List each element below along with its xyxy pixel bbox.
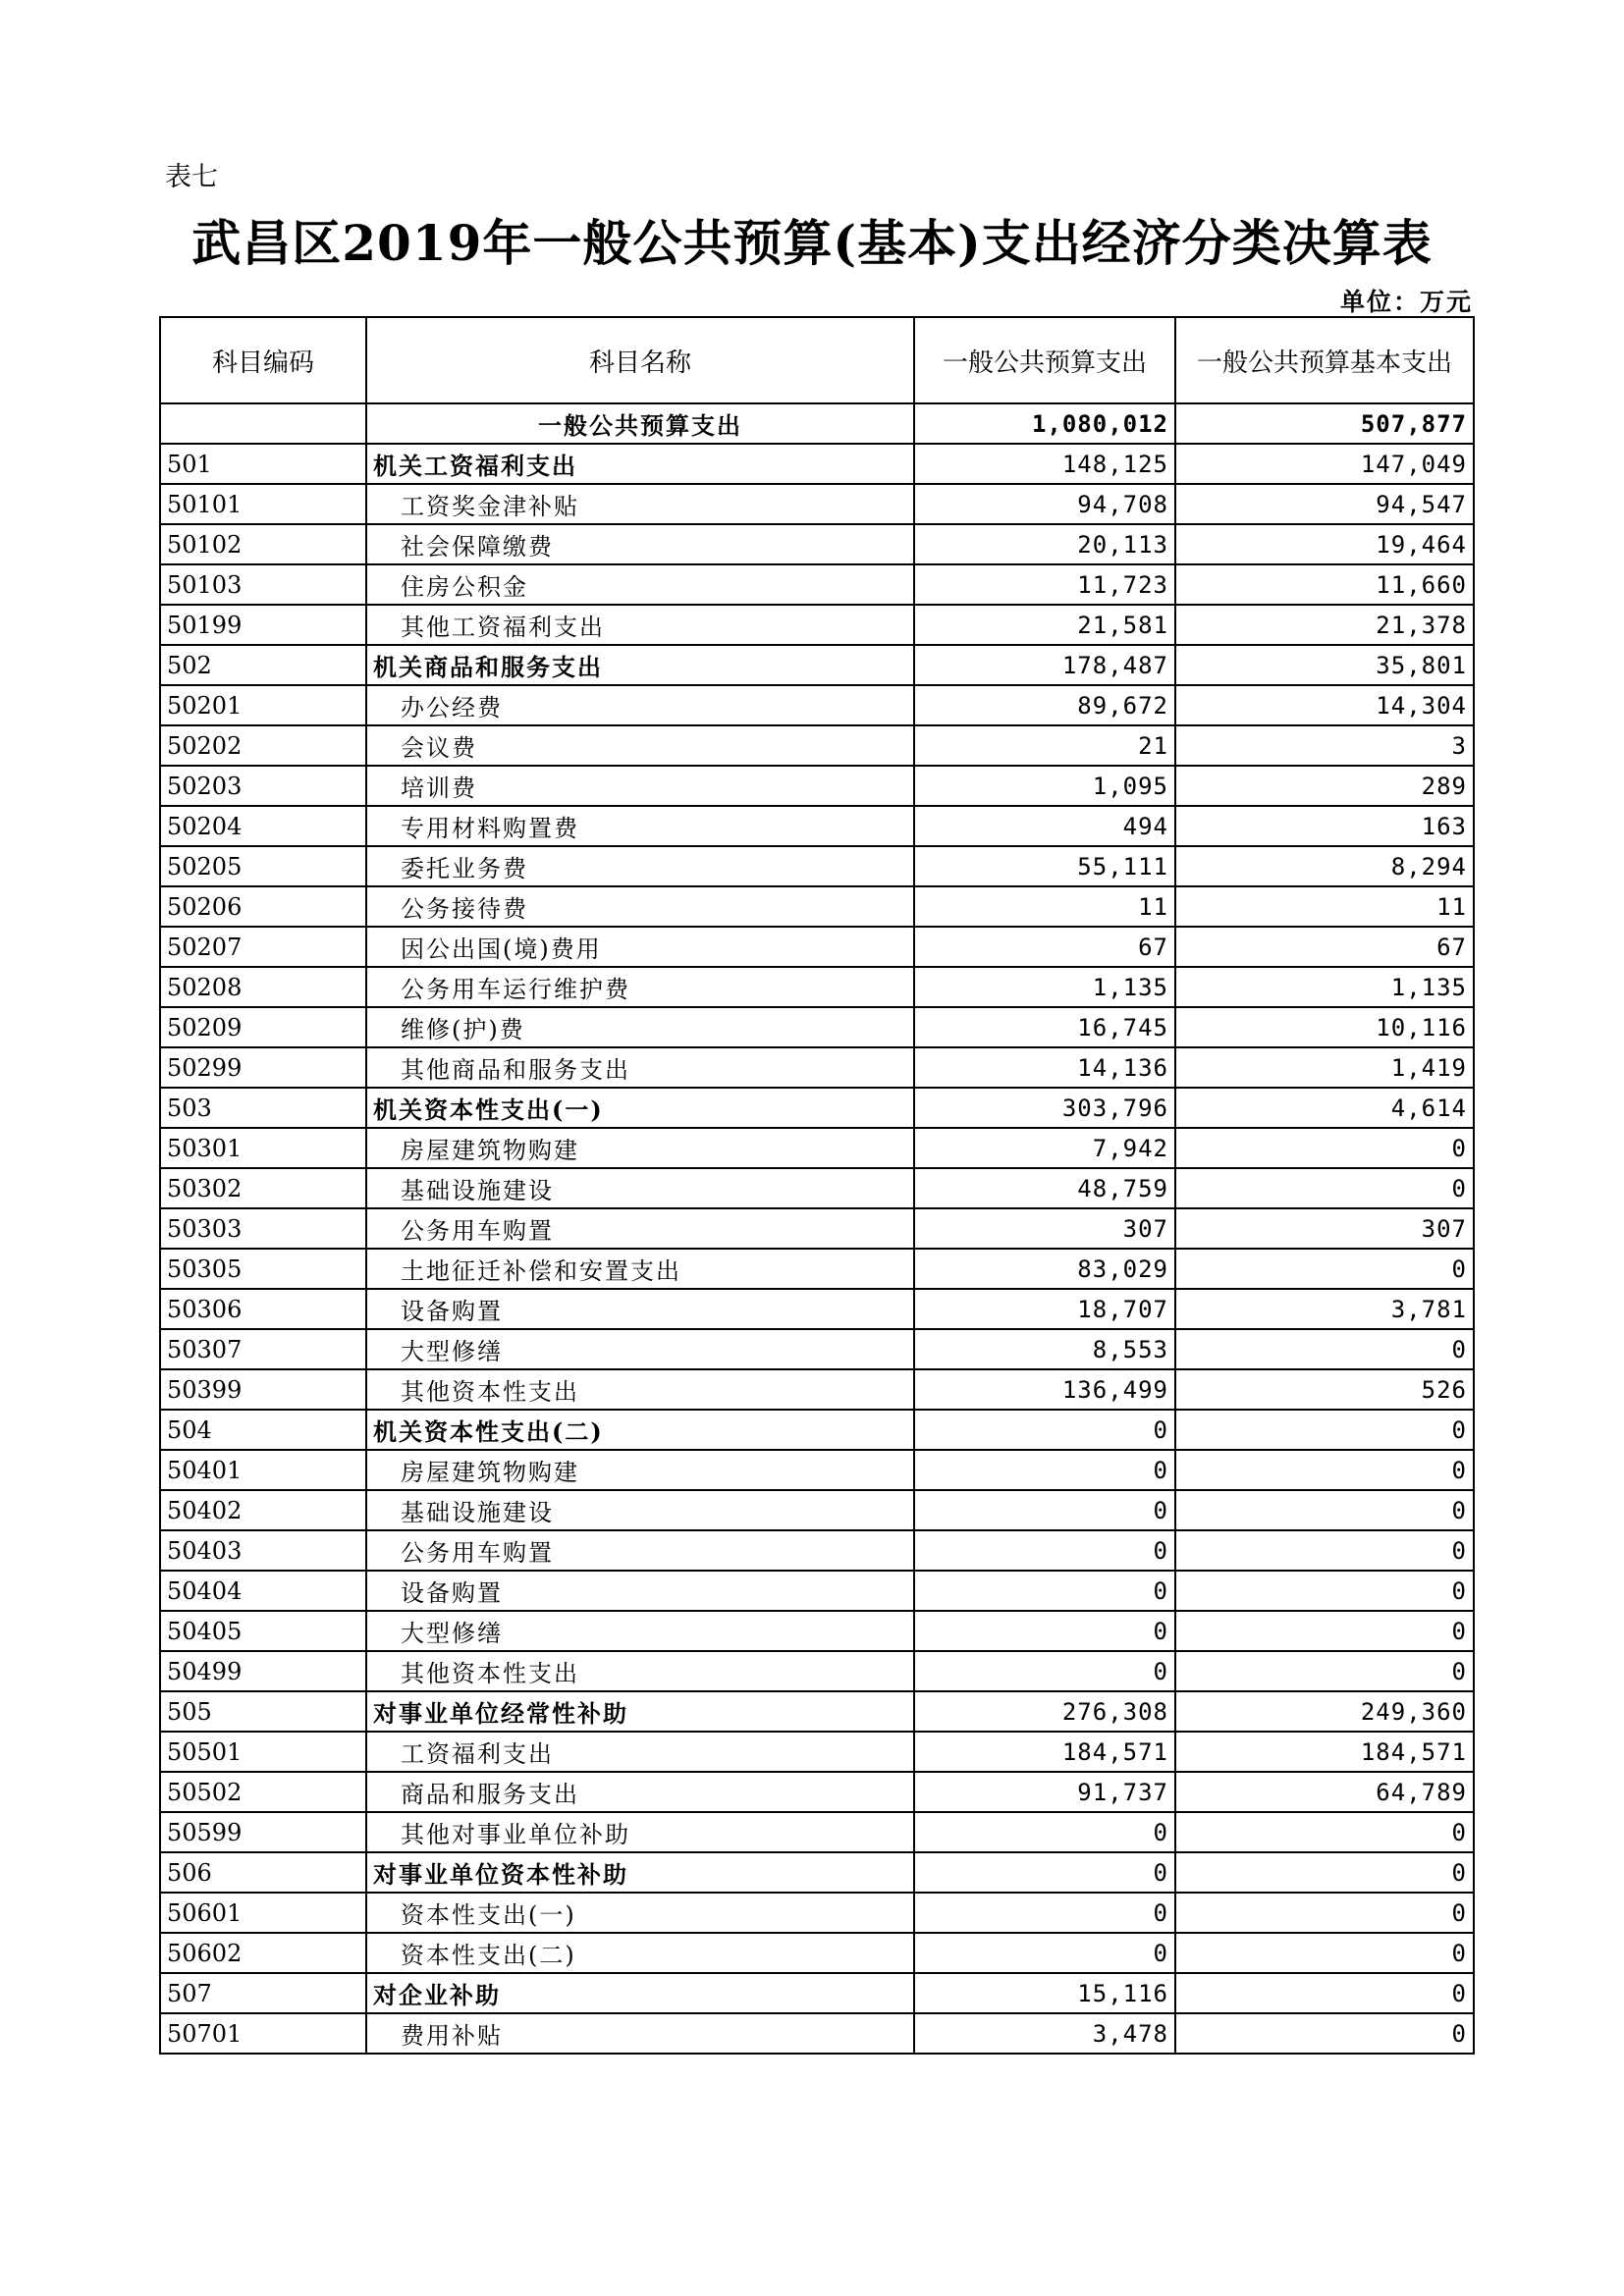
cell-name: 其他对事业单位补助 xyxy=(366,1812,914,1852)
cell-name: 会议费 xyxy=(366,725,914,766)
table-row xyxy=(160,1007,1474,1047)
table-row xyxy=(160,846,1474,886)
cell-total: 0 xyxy=(914,1450,1175,1490)
category-row xyxy=(160,1691,1474,1732)
table-row xyxy=(160,1933,1474,1973)
page-title: 武昌区2019年一般公共预算(基本)支出经济分类决算表 xyxy=(191,214,1433,272)
table-row xyxy=(160,1329,1474,1369)
cell-basic: 184,571 xyxy=(1175,1732,1474,1772)
cell-code: 50602 xyxy=(160,1933,366,1973)
cell-basic: 1,419 xyxy=(1175,1047,1474,1088)
cell-name: 设备购置 xyxy=(366,1571,914,1611)
cell-code: 50303 xyxy=(160,1208,366,1249)
table-row xyxy=(160,1732,1474,1772)
cell-name: 房屋建筑物购建 xyxy=(366,1450,914,1490)
cell-code: 50299 xyxy=(160,1047,366,1088)
cell-code: 50208 xyxy=(160,967,366,1007)
cell-code: 507 xyxy=(160,1973,366,2013)
cell-total: 494 xyxy=(914,806,1175,846)
cell-basic: 10,116 xyxy=(1175,1007,1474,1047)
cell-total: 0 xyxy=(914,1852,1175,1893)
cell-total: 0 xyxy=(914,1611,1175,1651)
cell-basic: 64,789 xyxy=(1175,1772,1474,1812)
cell-name: 其他资本性支出 xyxy=(366,1369,914,1410)
cell-basic: 8,294 xyxy=(1175,846,1474,886)
cell-name: 公务用车购置 xyxy=(366,1208,914,1249)
table-row xyxy=(160,725,1474,766)
cell-basic: 35,801 xyxy=(1175,645,1474,685)
cell-basic: 67 xyxy=(1175,927,1474,967)
cell-total: 15,116 xyxy=(914,1973,1175,2013)
cell-code: 50502 xyxy=(160,1772,366,1812)
cell-name: 其他商品和服务支出 xyxy=(366,1047,914,1088)
cell-basic: 0 xyxy=(1175,1329,1474,1369)
cell-basic: 0 xyxy=(1175,1893,1474,1933)
cell-total: 136,499 xyxy=(914,1369,1175,1410)
cell-name: 公务用车运行维护费 xyxy=(366,967,914,1007)
cell-code: 50302 xyxy=(160,1168,366,1208)
unit-label: 单位：万元 xyxy=(1339,288,1473,316)
cell-code: 505 xyxy=(160,1691,366,1732)
cell-code: 50601 xyxy=(160,1893,366,1933)
cell-name: 办公经费 xyxy=(366,685,914,725)
table-row xyxy=(160,1289,1474,1329)
cell-name: 委托业务费 xyxy=(366,846,914,886)
cell-code: 50501 xyxy=(160,1732,366,1772)
table-row xyxy=(160,524,1474,564)
cell-basic: 0 xyxy=(1175,1973,1474,2013)
cell-total: 21 xyxy=(914,725,1175,766)
table-row xyxy=(160,1490,1474,1530)
cell-total: 184,571 xyxy=(914,1732,1175,1772)
table-body xyxy=(160,403,1474,2054)
header-name: 科目名称 xyxy=(366,317,914,403)
cell-name: 机关工资福利支出 xyxy=(366,444,914,484)
cell-name: 培训费 xyxy=(366,766,914,806)
cell-total: 0 xyxy=(914,1893,1175,1933)
cell-name: 土地征迁补偿和安置支出 xyxy=(366,1249,914,1289)
table-row xyxy=(160,1249,1474,1289)
table-label: 表七 xyxy=(165,162,218,192)
cell-code: 50199 xyxy=(160,605,366,645)
cell-total: 1,095 xyxy=(914,766,1175,806)
cell-name: 机关资本性支出(二) xyxy=(366,1410,914,1450)
cell-basic: 0 xyxy=(1175,1410,1474,1450)
cell-basic: 526 xyxy=(1175,1369,1474,1410)
cell-name: 工资福利支出 xyxy=(366,1732,914,1772)
cell-total: 91,737 xyxy=(914,1772,1175,1812)
table-header xyxy=(160,317,1474,403)
category-row xyxy=(160,645,1474,685)
cell-basic: 11 xyxy=(1175,886,1474,927)
cell-total: 0 xyxy=(914,1651,1175,1691)
cell-total: 48,759 xyxy=(914,1168,1175,1208)
cell-basic: 0 xyxy=(1175,1450,1474,1490)
cell-code: 50204 xyxy=(160,806,366,846)
cell-code: 502 xyxy=(160,645,366,685)
cell-name: 一般公共预算支出 xyxy=(366,403,914,444)
cell-code xyxy=(160,403,366,444)
cell-basic: 0 xyxy=(1175,1128,1474,1168)
cell-basic: 0 xyxy=(1175,1852,1474,1893)
cell-basic: 0 xyxy=(1175,1530,1474,1571)
cell-code: 50103 xyxy=(160,564,366,605)
header-total: 一般公共预算支出 xyxy=(914,317,1175,403)
cell-total: 16,745 xyxy=(914,1007,1175,1047)
cell-basic: 289 xyxy=(1175,766,1474,806)
cell-name: 费用补贴 xyxy=(366,2013,914,2054)
table-row xyxy=(160,1772,1474,1812)
table-row xyxy=(160,806,1474,846)
cell-name: 房屋建筑物购建 xyxy=(366,1128,914,1168)
cell-name: 对事业单位资本性补助 xyxy=(366,1852,914,1893)
cell-name: 其他工资福利支出 xyxy=(366,605,914,645)
table-row xyxy=(160,766,1474,806)
cell-code: 50205 xyxy=(160,846,366,886)
category-row xyxy=(160,1088,1474,1128)
cell-code: 50201 xyxy=(160,685,366,725)
cell-total: 1,080,012 xyxy=(914,403,1175,444)
cell-code: 50405 xyxy=(160,1611,366,1651)
cell-code: 506 xyxy=(160,1852,366,1893)
cell-code: 50305 xyxy=(160,1249,366,1289)
cell-total: 1,135 xyxy=(914,967,1175,1007)
cell-code: 504 xyxy=(160,1410,366,1450)
category-row xyxy=(160,1973,1474,2013)
cell-name: 公务用车购置 xyxy=(366,1530,914,1571)
cell-basic: 0 xyxy=(1175,1812,1474,1852)
table-row xyxy=(160,1168,1474,1208)
cell-total: 0 xyxy=(914,1571,1175,1611)
table-row xyxy=(160,1128,1474,1168)
table-row xyxy=(160,1047,1474,1088)
cell-basic: 21,378 xyxy=(1175,605,1474,645)
cell-code: 50404 xyxy=(160,1571,366,1611)
cell-name: 其他资本性支出 xyxy=(366,1651,914,1691)
cell-total: 94,708 xyxy=(914,484,1175,524)
header-basic: 一般公共预算基本支出 xyxy=(1175,317,1474,403)
cell-basic: 19,464 xyxy=(1175,524,1474,564)
cell-code: 50499 xyxy=(160,1651,366,1691)
cell-total: 307 xyxy=(914,1208,1175,1249)
table-row xyxy=(160,1369,1474,1410)
table-row xyxy=(160,2013,1474,2054)
cell-basic: 0 xyxy=(1175,1611,1474,1651)
category-row xyxy=(160,1852,1474,1893)
cell-code: 503 xyxy=(160,1088,366,1128)
cell-total: 3,478 xyxy=(914,2013,1175,2054)
cell-basic: 163 xyxy=(1175,806,1474,846)
cell-code: 50701 xyxy=(160,2013,366,2054)
cell-name: 社会保障缴费 xyxy=(366,524,914,564)
cell-total: 20,113 xyxy=(914,524,1175,564)
cell-name: 对企业补助 xyxy=(366,1973,914,2013)
cell-basic: 0 xyxy=(1175,1168,1474,1208)
expenditure-table xyxy=(159,316,1475,2055)
cell-name: 商品和服务支出 xyxy=(366,1772,914,1812)
header-code: 科目编码 xyxy=(160,317,366,403)
cell-basic: 249,360 xyxy=(1175,1691,1474,1732)
cell-name: 资本性支出(一) xyxy=(366,1893,914,1933)
cell-code: 50207 xyxy=(160,927,366,967)
table-row xyxy=(160,1812,1474,1852)
cell-name: 维修(护)费 xyxy=(366,1007,914,1047)
cell-total: 0 xyxy=(914,1410,1175,1450)
header-row xyxy=(160,317,1474,403)
cell-basic: 307 xyxy=(1175,1208,1474,1249)
cell-total: 148,125 xyxy=(914,444,1175,484)
cell-code: 50203 xyxy=(160,766,366,806)
table-row xyxy=(160,1450,1474,1490)
cell-code: 50307 xyxy=(160,1329,366,1369)
cell-total: 14,136 xyxy=(914,1047,1175,1088)
cell-code: 50599 xyxy=(160,1812,366,1852)
cell-name: 机关资本性支出(一) xyxy=(366,1088,914,1128)
cell-total: 67 xyxy=(914,927,1175,967)
cell-basic: 0 xyxy=(1175,1571,1474,1611)
cell-name: 公务接待费 xyxy=(366,886,914,927)
table-row xyxy=(160,685,1474,725)
cell-code: 50202 xyxy=(160,725,366,766)
cell-code: 50101 xyxy=(160,484,366,524)
table-row xyxy=(160,886,1474,927)
cell-basic: 0 xyxy=(1175,1933,1474,1973)
category-row xyxy=(160,1410,1474,1450)
cell-name: 专用材料购置费 xyxy=(366,806,914,846)
cell-basic: 1,135 xyxy=(1175,967,1474,1007)
cell-basic: 3,781 xyxy=(1175,1289,1474,1329)
cell-name: 住房公积金 xyxy=(366,564,914,605)
cell-name: 大型修缮 xyxy=(366,1329,914,1369)
cell-total: 8,553 xyxy=(914,1329,1175,1369)
cell-code: 50209 xyxy=(160,1007,366,1047)
cell-name: 工资奖金津补贴 xyxy=(366,484,914,524)
cell-code: 50206 xyxy=(160,886,366,927)
cell-total: 178,487 xyxy=(914,645,1175,685)
table-row xyxy=(160,564,1474,605)
cell-name: 对事业单位经常性补助 xyxy=(366,1691,914,1732)
cell-basic: 0 xyxy=(1175,1490,1474,1530)
cell-total: 276,308 xyxy=(914,1691,1175,1732)
cell-total: 83,029 xyxy=(914,1249,1175,1289)
table-row xyxy=(160,927,1474,967)
table-row xyxy=(160,967,1474,1007)
cell-name: 资本性支出(二) xyxy=(366,1933,914,1973)
cell-total: 21,581 xyxy=(914,605,1175,645)
table-row xyxy=(160,1571,1474,1611)
table-row xyxy=(160,1611,1474,1651)
cell-total: 0 xyxy=(914,1933,1175,1973)
cell-total: 0 xyxy=(914,1490,1175,1530)
cell-total: 0 xyxy=(914,1530,1175,1571)
cell-code: 50403 xyxy=(160,1530,366,1571)
table-row xyxy=(160,1893,1474,1933)
cell-code: 501 xyxy=(160,444,366,484)
cell-code: 50306 xyxy=(160,1289,366,1329)
table-row xyxy=(160,605,1474,645)
cell-name: 设备购置 xyxy=(366,1289,914,1329)
cell-total: 11 xyxy=(914,886,1175,927)
cell-basic: 0 xyxy=(1175,1249,1474,1289)
total-row xyxy=(160,403,1474,444)
cell-total: 7,942 xyxy=(914,1128,1175,1168)
cell-basic: 0 xyxy=(1175,1651,1474,1691)
cell-basic: 14,304 xyxy=(1175,685,1474,725)
cell-basic: 94,547 xyxy=(1175,484,1474,524)
cell-basic: 0 xyxy=(1175,2013,1474,2054)
cell-total: 89,672 xyxy=(914,685,1175,725)
cell-name: 基础设施建设 xyxy=(366,1168,914,1208)
cell-code: 50402 xyxy=(160,1490,366,1530)
cell-name: 因公出国(境)费用 xyxy=(366,927,914,967)
cell-code: 50301 xyxy=(160,1128,366,1168)
cell-total: 18,707 xyxy=(914,1289,1175,1329)
cell-code: 50399 xyxy=(160,1369,366,1410)
cell-basic: 147,049 xyxy=(1175,444,1474,484)
cell-total: 0 xyxy=(914,1812,1175,1852)
cell-name: 机关商品和服务支出 xyxy=(366,645,914,685)
table-row xyxy=(160,1651,1474,1691)
table-row xyxy=(160,1208,1474,1249)
cell-code: 50401 xyxy=(160,1450,366,1490)
category-row xyxy=(160,444,1474,484)
cell-basic: 11,660 xyxy=(1175,564,1474,605)
table-row xyxy=(160,484,1474,524)
table-row xyxy=(160,1530,1474,1571)
cell-name: 基础设施建设 xyxy=(366,1490,914,1530)
cell-basic: 507,877 xyxy=(1175,403,1474,444)
cell-total: 303,796 xyxy=(914,1088,1175,1128)
cell-name: 大型修缮 xyxy=(366,1611,914,1651)
cell-basic: 3 xyxy=(1175,725,1474,766)
cell-total: 11,723 xyxy=(914,564,1175,605)
cell-basic: 4,614 xyxy=(1175,1088,1474,1128)
cell-code: 50102 xyxy=(160,524,366,564)
cell-total: 55,111 xyxy=(914,846,1175,886)
